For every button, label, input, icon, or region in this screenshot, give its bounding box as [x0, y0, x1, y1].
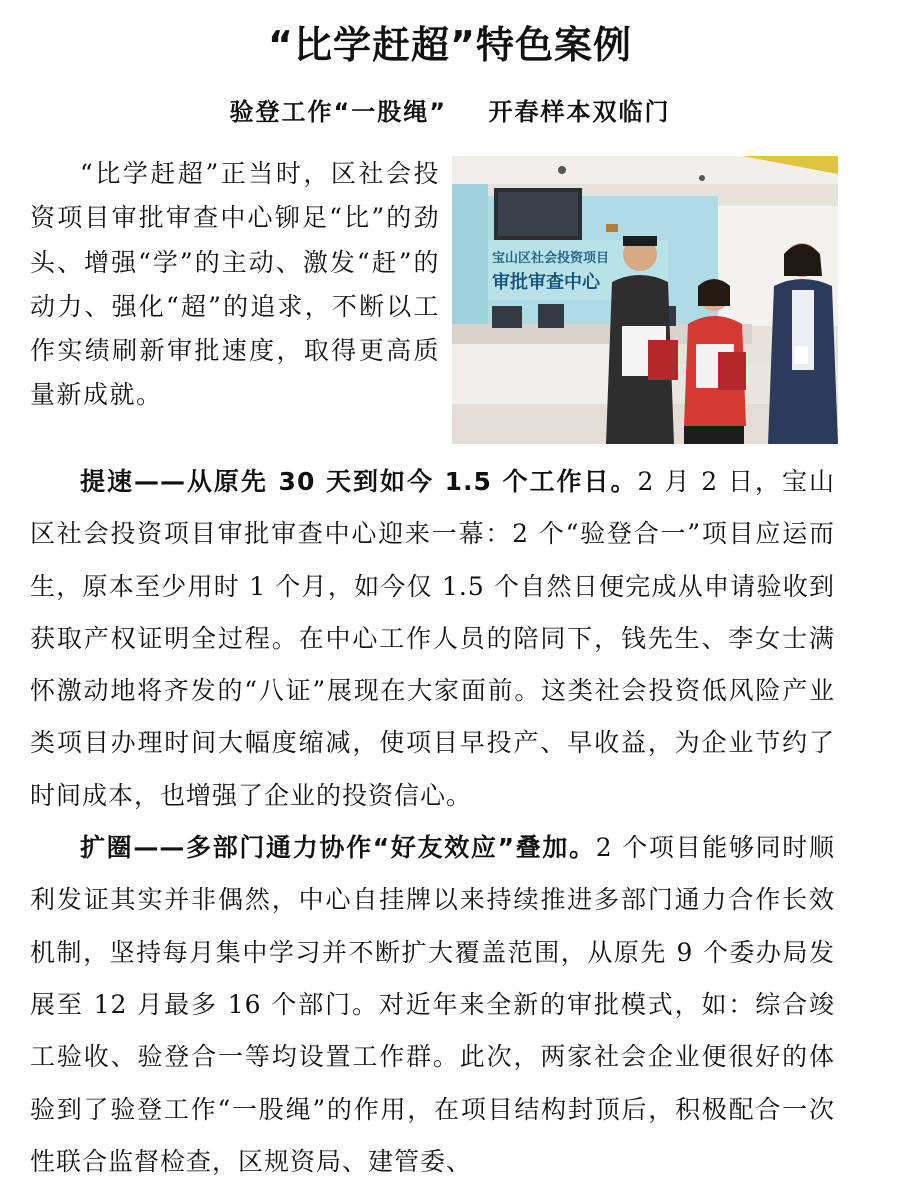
paragraph-lead-speedup: 提速——从原先 30 天到如今 1.5 个工作日。 [80, 467, 638, 496]
photo-service-hall [452, 156, 838, 444]
paragraph-text-speedup: 2 月 2 日，宝山区社会投资项目审批审查中心迎来一幕：2 个“验登合一”项目应运而生，原本至少用时 1 个月，如今仅 1.5 个自然日便完成从申请验收到获取产权证明全过程。在中心工作人员的陪同下，钱先生、李女士满怀激动地将齐发的“八证”展现在大家面前。这类社会投资低风险产业类项目办理时间大幅度缩减，使项目早投产、早收益，为企业节约了时间成本，也增强了企业的投资信心。 [30, 467, 835, 810]
intro-paragraph: “比学赶超”正当时，区社会投资项目审批审查中心铆足“比”的劲头、增强“学”的主动、激发“赶”的动力、强化“超”的追求，不断以工作实绩刷新审批速度，取得更高质量新成就。 [30, 159, 440, 410]
article-subtitle: 验登工作“一股绳” 开春样本双临门 [229, 98, 671, 126]
body-paragraph-speedup [30, 456, 835, 822]
photo-sign-line2: 审批审查中心 [492, 272, 600, 293]
article-title: “比学赶超”特色案例 [268, 23, 632, 67]
paragraph-text-expand: 2 个项目能够同时顺利发证其实并非偶然，中心自挂牌以来持续推进多部门通力合作长效机制，坚持每月集中学习并不断扩大覆盖范围，从原先 9 个委办局发展至 12 月最多 16 个部门。对近年来全新的审批模式，如：综合竣工验收、验登合一等均设置工作群。此次，两家社会企业便很好的体验到了验登工作“一股绳”的作用，在项目结构封顶后，积极配合一次性联合监督检查，区规资局、建管委、 [30, 833, 835, 1176]
body-paragraph-expand [30, 822, 835, 1188]
paragraph-lead-expand: 扩圈——多部门通力协作“好友效应”叠加。 [80, 833, 596, 863]
photo-sign-line1: 宝山区社会投资项目 [492, 251, 610, 266]
article-body [30, 456, 835, 1188]
